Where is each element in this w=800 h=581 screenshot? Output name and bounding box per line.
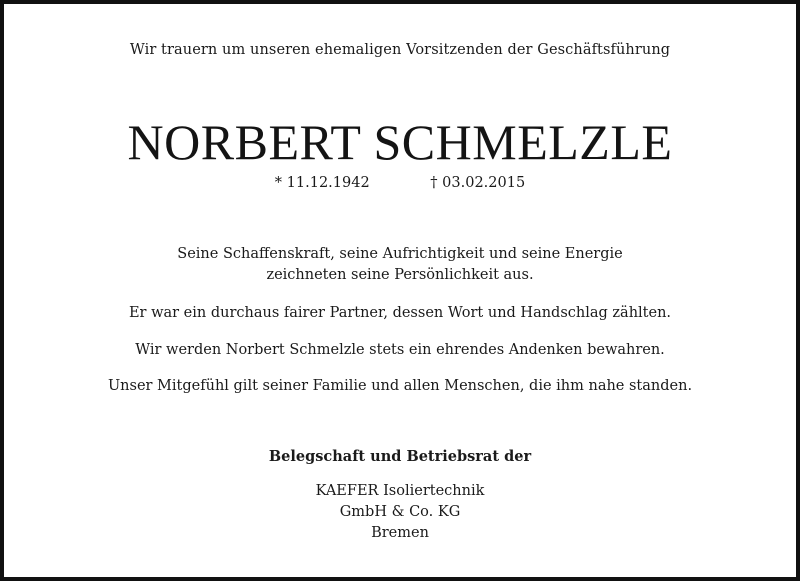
life-dates xyxy=(4,175,796,191)
birth-date: * 11.12.1942 xyxy=(274,175,370,191)
paragraph-2: Er war ein durchaus fairer Partner, dessen Wort und Handschlag zählten. xyxy=(128,305,672,321)
company-legal-form: GmbH & Co. KG xyxy=(339,504,461,520)
death-date: † 03.02.2015 xyxy=(430,175,526,191)
paragraph-3: Wir werden Norbert Schmelzle stets ein ehrendes Andenken bewahren. xyxy=(135,342,665,358)
company-city: Bremen xyxy=(371,525,429,541)
paragraph-4: Unser Mitgefühl gilt seiner Familie und allen Menschen, die ihm nahe standen. xyxy=(107,378,693,394)
company-name: KAEFER Isoliertechnik xyxy=(315,483,485,499)
signature-heading: Belegschaft und Betriebsrat der xyxy=(268,448,532,465)
paragraph-1 xyxy=(4,244,796,286)
paragraph-1-line-2: zeichneten seine Persönlichkeit aus. xyxy=(266,267,534,283)
deceased-name: NORBERT SCHMELZLE xyxy=(127,114,673,170)
paragraph-1-line-1: Seine Schaffenskraft, seine Aufrichtigkeit und seine Energie xyxy=(177,246,623,262)
signature-company xyxy=(4,481,796,544)
intro-text: Wir trauern um unseren ehemaligen Vorsitzenden der Geschäftsführung xyxy=(129,42,671,58)
